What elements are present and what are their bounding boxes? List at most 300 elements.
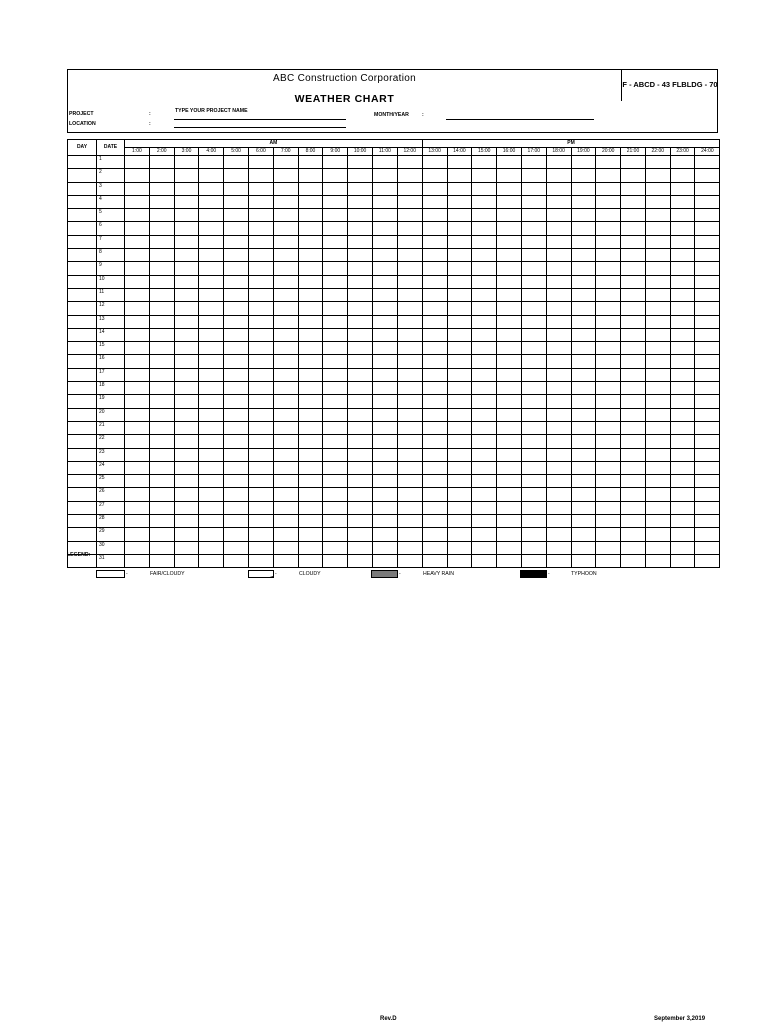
- weather-cell[interactable]: [422, 169, 447, 182]
- weather-cell[interactable]: [149, 275, 174, 288]
- weather-cell[interactable]: [645, 395, 670, 408]
- weather-cell[interactable]: [546, 448, 571, 461]
- weather-cell[interactable]: [695, 421, 720, 434]
- day-cell[interactable]: [68, 355, 97, 368]
- weather-cell[interactable]: [348, 169, 373, 182]
- weather-cell[interactable]: [695, 355, 720, 368]
- weather-cell[interactable]: [546, 275, 571, 288]
- weather-cell[interactable]: [273, 355, 298, 368]
- weather-cell[interactable]: [621, 515, 646, 528]
- weather-cell[interactable]: [422, 315, 447, 328]
- weather-cell[interactable]: [224, 408, 249, 421]
- weather-cell[interactable]: [224, 209, 249, 222]
- weather-cell[interactable]: [497, 156, 522, 169]
- weather-cell[interactable]: [397, 368, 422, 381]
- weather-cell[interactable]: [546, 528, 571, 541]
- weather-cell[interactable]: [397, 408, 422, 421]
- weather-cell[interactable]: [695, 169, 720, 182]
- weather-cell[interactable]: [149, 435, 174, 448]
- weather-cell[interactable]: [199, 554, 224, 567]
- weather-cell[interactable]: [298, 328, 323, 341]
- weather-cell[interactable]: [149, 209, 174, 222]
- weather-cell[interactable]: [571, 528, 596, 541]
- weather-cell[interactable]: [472, 475, 497, 488]
- weather-cell[interactable]: [248, 156, 273, 169]
- weather-cell[interactable]: [546, 461, 571, 474]
- weather-cell[interactable]: [447, 421, 472, 434]
- weather-cell[interactable]: [645, 262, 670, 275]
- weather-cell[interactable]: [298, 528, 323, 541]
- day-cell[interactable]: [68, 288, 97, 301]
- weather-cell[interactable]: [397, 382, 422, 395]
- weather-cell[interactable]: [497, 488, 522, 501]
- weather-cell[interactable]: [199, 222, 224, 235]
- weather-cell[interactable]: [571, 368, 596, 381]
- weather-cell[interactable]: [125, 288, 150, 301]
- weather-cell[interactable]: [571, 541, 596, 554]
- weather-cell[interactable]: [695, 156, 720, 169]
- weather-cell[interactable]: [695, 395, 720, 408]
- weather-cell[interactable]: [348, 541, 373, 554]
- weather-cell[interactable]: [670, 275, 695, 288]
- weather-cell[interactable]: [273, 275, 298, 288]
- weather-cell[interactable]: [472, 541, 497, 554]
- weather-cell[interactable]: [174, 435, 199, 448]
- weather-cell[interactable]: [621, 355, 646, 368]
- weather-cell[interactable]: [645, 315, 670, 328]
- weather-cell[interactable]: [645, 448, 670, 461]
- day-cell[interactable]: [68, 448, 97, 461]
- weather-cell[interactable]: [323, 475, 348, 488]
- day-cell[interactable]: [68, 488, 97, 501]
- weather-cell[interactable]: [422, 488, 447, 501]
- weather-cell[interactable]: [224, 262, 249, 275]
- weather-cell[interactable]: [348, 222, 373, 235]
- weather-cell[interactable]: [323, 169, 348, 182]
- weather-cell[interactable]: [546, 395, 571, 408]
- weather-cell[interactable]: [298, 342, 323, 355]
- weather-cell[interactable]: [621, 382, 646, 395]
- weather-cell[interactable]: [645, 408, 670, 421]
- weather-cell[interactable]: [248, 302, 273, 315]
- weather-cell[interactable]: [521, 235, 546, 248]
- weather-cell[interactable]: [273, 262, 298, 275]
- weather-cell[interactable]: [323, 448, 348, 461]
- weather-cell[interactable]: [645, 435, 670, 448]
- weather-cell[interactable]: [645, 195, 670, 208]
- weather-cell[interactable]: [645, 182, 670, 195]
- weather-cell[interactable]: [546, 435, 571, 448]
- weather-cell[interactable]: [670, 528, 695, 541]
- weather-cell[interactable]: [571, 315, 596, 328]
- weather-cell[interactable]: [348, 275, 373, 288]
- weather-cell[interactable]: [621, 169, 646, 182]
- weather-cell[interactable]: [397, 541, 422, 554]
- weather-cell[interactable]: [199, 488, 224, 501]
- weather-cell[interactable]: [224, 275, 249, 288]
- weather-cell[interactable]: [397, 515, 422, 528]
- weather-cell[interactable]: [397, 461, 422, 474]
- weather-cell[interactable]: [125, 275, 150, 288]
- weather-cell[interactable]: [546, 262, 571, 275]
- weather-cell[interactable]: [174, 169, 199, 182]
- location-field[interactable]: [174, 127, 346, 128]
- weather-cell[interactable]: [670, 501, 695, 514]
- weather-cell[interactable]: [546, 501, 571, 514]
- weather-cell[interactable]: [199, 315, 224, 328]
- weather-cell[interactable]: [422, 182, 447, 195]
- weather-cell[interactable]: [125, 235, 150, 248]
- weather-cell[interactable]: [521, 382, 546, 395]
- weather-cell[interactable]: [298, 275, 323, 288]
- weather-cell[interactable]: [695, 182, 720, 195]
- weather-cell[interactable]: [149, 448, 174, 461]
- weather-cell[interactable]: [546, 355, 571, 368]
- weather-cell[interactable]: [645, 302, 670, 315]
- weather-cell[interactable]: [621, 209, 646, 222]
- weather-cell[interactable]: [174, 461, 199, 474]
- weather-cell[interactable]: [125, 249, 150, 262]
- weather-cell[interactable]: [596, 156, 621, 169]
- weather-cell[interactable]: [273, 288, 298, 301]
- weather-cell[interactable]: [695, 515, 720, 528]
- weather-cell[interactable]: [174, 501, 199, 514]
- weather-cell[interactable]: [298, 408, 323, 421]
- weather-cell[interactable]: [472, 182, 497, 195]
- weather-cell[interactable]: [670, 182, 695, 195]
- weather-cell[interactable]: [397, 395, 422, 408]
- weather-cell[interactable]: [472, 235, 497, 248]
- weather-cell[interactable]: [497, 288, 522, 301]
- weather-cell[interactable]: [125, 435, 150, 448]
- weather-cell[interactable]: [125, 488, 150, 501]
- weather-cell[interactable]: [521, 156, 546, 169]
- weather-cell[interactable]: [521, 501, 546, 514]
- weather-cell[interactable]: [348, 382, 373, 395]
- weather-cell[interactable]: [125, 169, 150, 182]
- weather-cell[interactable]: [248, 315, 273, 328]
- weather-cell[interactable]: [224, 395, 249, 408]
- day-cell[interactable]: [68, 475, 97, 488]
- weather-cell[interactable]: [348, 302, 373, 315]
- weather-cell[interactable]: [248, 249, 273, 262]
- weather-cell[interactable]: [149, 488, 174, 501]
- weather-cell[interactable]: [273, 249, 298, 262]
- weather-cell[interactable]: [248, 288, 273, 301]
- weather-cell[interactable]: [546, 156, 571, 169]
- weather-cell[interactable]: [298, 421, 323, 434]
- weather-cell[interactable]: [447, 209, 472, 222]
- day-cell[interactable]: [68, 249, 97, 262]
- weather-cell[interactable]: [670, 395, 695, 408]
- weather-cell[interactable]: [596, 222, 621, 235]
- weather-cell[interactable]: [372, 395, 397, 408]
- weather-cell[interactable]: [372, 435, 397, 448]
- weather-cell[interactable]: [125, 315, 150, 328]
- weather-cell[interactable]: [670, 488, 695, 501]
- weather-cell[interactable]: [695, 288, 720, 301]
- weather-cell[interactable]: [621, 435, 646, 448]
- weather-cell[interactable]: [621, 235, 646, 248]
- weather-cell[interactable]: [298, 302, 323, 315]
- weather-cell[interactable]: [273, 156, 298, 169]
- weather-cell[interactable]: [323, 408, 348, 421]
- day-cell[interactable]: [68, 528, 97, 541]
- weather-cell[interactable]: [372, 302, 397, 315]
- day-cell[interactable]: [68, 222, 97, 235]
- weather-cell[interactable]: [397, 235, 422, 248]
- weather-cell[interactable]: [248, 421, 273, 434]
- weather-cell[interactable]: [298, 222, 323, 235]
- weather-cell[interactable]: [224, 515, 249, 528]
- day-cell[interactable]: [68, 342, 97, 355]
- day-cell[interactable]: [68, 169, 97, 182]
- weather-cell[interactable]: [174, 475, 199, 488]
- weather-cell[interactable]: [521, 368, 546, 381]
- weather-cell[interactable]: [472, 195, 497, 208]
- weather-cell[interactable]: [621, 275, 646, 288]
- weather-cell[interactable]: [546, 515, 571, 528]
- weather-cell[interactable]: [596, 435, 621, 448]
- weather-cell[interactable]: [323, 262, 348, 275]
- weather-cell[interactable]: [323, 249, 348, 262]
- weather-cell[interactable]: [670, 342, 695, 355]
- weather-cell[interactable]: [447, 528, 472, 541]
- weather-cell[interactable]: [125, 554, 150, 567]
- weather-cell[interactable]: [571, 302, 596, 315]
- weather-cell[interactable]: [323, 222, 348, 235]
- weather-cell[interactable]: [273, 222, 298, 235]
- weather-cell[interactable]: [248, 382, 273, 395]
- weather-cell[interactable]: [199, 541, 224, 554]
- weather-cell[interactable]: [224, 461, 249, 474]
- weather-cell[interactable]: [323, 235, 348, 248]
- weather-cell[interactable]: [546, 408, 571, 421]
- weather-cell[interactable]: [521, 408, 546, 421]
- weather-cell[interactable]: [546, 342, 571, 355]
- weather-cell[interactable]: [174, 528, 199, 541]
- weather-cell[interactable]: [472, 501, 497, 514]
- weather-cell[interactable]: [447, 355, 472, 368]
- weather-cell[interactable]: [571, 235, 596, 248]
- weather-cell[interactable]: [621, 541, 646, 554]
- day-cell[interactable]: [68, 515, 97, 528]
- weather-cell[interactable]: [521, 195, 546, 208]
- weather-cell[interactable]: [546, 475, 571, 488]
- weather-cell[interactable]: [224, 355, 249, 368]
- weather-cell[interactable]: [149, 315, 174, 328]
- weather-cell[interactable]: [472, 156, 497, 169]
- weather-cell[interactable]: [546, 554, 571, 567]
- weather-cell[interactable]: [695, 262, 720, 275]
- weather-cell[interactable]: [695, 448, 720, 461]
- weather-cell[interactable]: [447, 368, 472, 381]
- weather-cell[interactable]: [348, 209, 373, 222]
- weather-cell[interactable]: [546, 368, 571, 381]
- weather-cell[interactable]: [521, 461, 546, 474]
- weather-cell[interactable]: [248, 328, 273, 341]
- weather-cell[interactable]: [695, 302, 720, 315]
- weather-cell[interactable]: [521, 488, 546, 501]
- weather-cell[interactable]: [670, 408, 695, 421]
- weather-cell[interactable]: [149, 342, 174, 355]
- weather-cell[interactable]: [273, 328, 298, 341]
- weather-cell[interactable]: [472, 435, 497, 448]
- weather-cell[interactable]: [348, 515, 373, 528]
- weather-cell[interactable]: [596, 421, 621, 434]
- weather-cell[interactable]: [670, 169, 695, 182]
- weather-cell[interactable]: [670, 195, 695, 208]
- weather-cell[interactable]: [670, 235, 695, 248]
- weather-cell[interactable]: [273, 195, 298, 208]
- weather-cell[interactable]: [273, 448, 298, 461]
- weather-cell[interactable]: [348, 448, 373, 461]
- weather-cell[interactable]: [273, 528, 298, 541]
- weather-cell[interactable]: [348, 435, 373, 448]
- weather-cell[interactable]: [645, 328, 670, 341]
- weather-cell[interactable]: [621, 488, 646, 501]
- weather-cell[interactable]: [422, 288, 447, 301]
- weather-cell[interactable]: [497, 515, 522, 528]
- weather-cell[interactable]: [472, 488, 497, 501]
- weather-cell[interactable]: [323, 315, 348, 328]
- weather-cell[interactable]: [695, 315, 720, 328]
- weather-cell[interactable]: [174, 342, 199, 355]
- weather-cell[interactable]: [422, 408, 447, 421]
- weather-cell[interactable]: [645, 368, 670, 381]
- weather-cell[interactable]: [596, 475, 621, 488]
- weather-cell[interactable]: [645, 554, 670, 567]
- weather-cell[interactable]: [472, 368, 497, 381]
- weather-cell[interactable]: [621, 501, 646, 514]
- weather-cell[interactable]: [348, 501, 373, 514]
- weather-cell[interactable]: [125, 475, 150, 488]
- weather-cell[interactable]: [521, 262, 546, 275]
- weather-cell[interactable]: [422, 368, 447, 381]
- weather-cell[interactable]: [199, 209, 224, 222]
- weather-cell[interactable]: [472, 448, 497, 461]
- weather-cell[interactable]: [546, 182, 571, 195]
- weather-cell[interactable]: [298, 169, 323, 182]
- weather-cell[interactable]: [670, 288, 695, 301]
- weather-cell[interactable]: [596, 235, 621, 248]
- weather-cell[interactable]: [497, 169, 522, 182]
- weather-cell[interactable]: [199, 448, 224, 461]
- weather-cell[interactable]: [596, 249, 621, 262]
- weather-cell[interactable]: [422, 249, 447, 262]
- weather-cell[interactable]: [348, 488, 373, 501]
- weather-cell[interactable]: [248, 209, 273, 222]
- weather-cell[interactable]: [596, 461, 621, 474]
- weather-cell[interactable]: [397, 169, 422, 182]
- weather-cell[interactable]: [695, 328, 720, 341]
- weather-cell[interactable]: [447, 235, 472, 248]
- weather-cell[interactable]: [174, 262, 199, 275]
- weather-cell[interactable]: [348, 421, 373, 434]
- weather-cell[interactable]: [497, 302, 522, 315]
- weather-cell[interactable]: [224, 421, 249, 434]
- weather-cell[interactable]: [149, 382, 174, 395]
- weather-cell[interactable]: [472, 554, 497, 567]
- weather-cell[interactable]: [125, 395, 150, 408]
- weather-cell[interactable]: [125, 461, 150, 474]
- weather-cell[interactable]: [472, 209, 497, 222]
- weather-cell[interactable]: [596, 262, 621, 275]
- weather-cell[interactable]: [397, 448, 422, 461]
- weather-cell[interactable]: [199, 288, 224, 301]
- weather-cell[interactable]: [422, 448, 447, 461]
- weather-cell[interactable]: [621, 288, 646, 301]
- weather-cell[interactable]: [397, 182, 422, 195]
- weather-cell[interactable]: [298, 182, 323, 195]
- weather-cell[interactable]: [348, 475, 373, 488]
- weather-cell[interactable]: [149, 541, 174, 554]
- weather-cell[interactable]: [397, 501, 422, 514]
- weather-cell[interactable]: [645, 209, 670, 222]
- weather-cell[interactable]: [521, 541, 546, 554]
- weather-cell[interactable]: [472, 315, 497, 328]
- weather-cell[interactable]: [695, 461, 720, 474]
- weather-cell[interactable]: [149, 528, 174, 541]
- weather-cell[interactable]: [224, 501, 249, 514]
- weather-cell[interactable]: [125, 421, 150, 434]
- weather-cell[interactable]: [298, 448, 323, 461]
- project-field[interactable]: TYPE YOUR PROJECT NAME: [175, 108, 248, 114]
- weather-cell[interactable]: [621, 328, 646, 341]
- weather-cell[interactable]: [596, 288, 621, 301]
- weather-cell[interactable]: [323, 368, 348, 381]
- weather-cell[interactable]: [546, 249, 571, 262]
- weather-cell[interactable]: [125, 515, 150, 528]
- weather-cell[interactable]: [645, 382, 670, 395]
- weather-cell[interactable]: [645, 475, 670, 488]
- weather-cell[interactable]: [571, 461, 596, 474]
- weather-cell[interactable]: [372, 382, 397, 395]
- weather-cell[interactable]: [199, 501, 224, 514]
- weather-cell[interactable]: [422, 342, 447, 355]
- weather-cell[interactable]: [497, 421, 522, 434]
- weather-cell[interactable]: [125, 501, 150, 514]
- weather-cell[interactable]: [372, 475, 397, 488]
- weather-cell[interactable]: [596, 368, 621, 381]
- weather-cell[interactable]: [571, 195, 596, 208]
- weather-cell[interactable]: [323, 461, 348, 474]
- weather-cell[interactable]: [149, 421, 174, 434]
- day-cell[interactable]: [68, 395, 97, 408]
- weather-cell[interactable]: [497, 554, 522, 567]
- weather-cell[interactable]: [497, 475, 522, 488]
- weather-cell[interactable]: [447, 342, 472, 355]
- weather-cell[interactable]: [447, 302, 472, 315]
- weather-cell[interactable]: [174, 288, 199, 301]
- weather-cell[interactable]: [174, 222, 199, 235]
- weather-cell[interactable]: [199, 435, 224, 448]
- weather-cell[interactable]: [546, 288, 571, 301]
- weather-cell[interactable]: [596, 315, 621, 328]
- weather-cell[interactable]: [571, 554, 596, 567]
- weather-cell[interactable]: [273, 488, 298, 501]
- weather-cell[interactable]: [199, 328, 224, 341]
- weather-cell[interactable]: [298, 382, 323, 395]
- weather-cell[interactable]: [521, 355, 546, 368]
- weather-cell[interactable]: [199, 262, 224, 275]
- weather-cell[interactable]: [472, 275, 497, 288]
- weather-cell[interactable]: [199, 235, 224, 248]
- weather-cell[interactable]: [323, 528, 348, 541]
- weather-cell[interactable]: [248, 435, 273, 448]
- weather-cell[interactable]: [248, 501, 273, 514]
- weather-cell[interactable]: [695, 249, 720, 262]
